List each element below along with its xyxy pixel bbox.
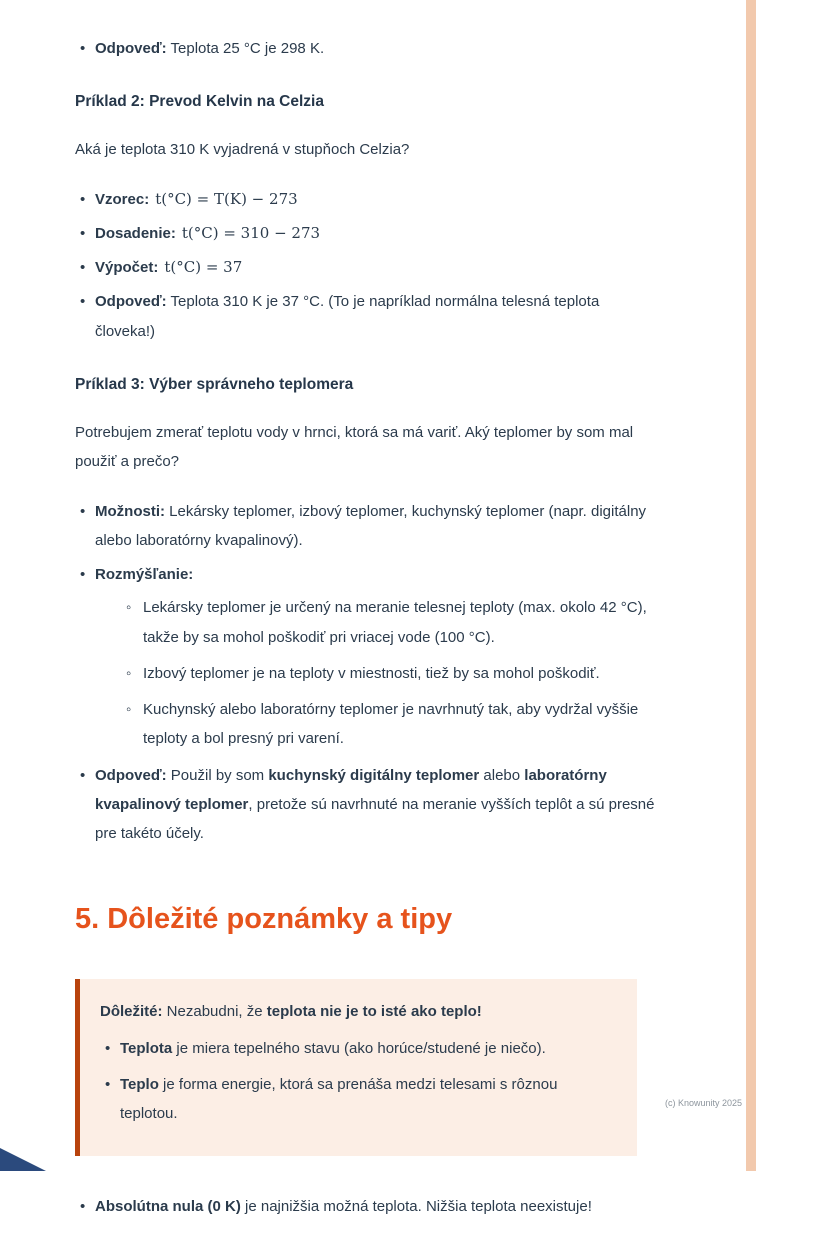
item-text: , pretože sú navrhnuté na meranie vyšších teplôt a sú presné pre takéto účely. — [95, 795, 655, 843]
item-label: Teplota — [120, 1040, 173, 1058]
page-content — [75, 34, 660, 1235]
item-text: Teplota 25 °C je 298 K. — [166, 40, 325, 57]
bold-phrase: kuchynský digitálny teplomer — [268, 766, 480, 784]
example2-question: Aká je teplota 310 K vyjadrená v stupňoch Celzia? — [75, 141, 410, 159]
important-callout — [75, 979, 637, 1156]
moznosti-item — [75, 497, 660, 556]
formula-text: t(°C) = 310 − 273 — [181, 223, 321, 242]
rozmyslanie-sublist — [123, 593, 660, 753]
page-corner-fold — [0, 1148, 46, 1171]
intro-answer-list — [75, 34, 660, 63]
item-label: Odpoveď: — [95, 293, 167, 311]
final-note-list — [75, 1192, 660, 1221]
item-label: Odpoveď: — [95, 40, 167, 57]
sub-list-item: ◦ Kuchynský alebo laboratórny teplomer je navrhnutý tak, aby vydržal vyššie teploty a bol presný pri varení. — [123, 695, 660, 754]
odpoved-item — [75, 287, 660, 346]
item-text: Teplota 310 K je 37 °C. (To je napríklad normálna telesná teplota človeka!) — [95, 293, 600, 340]
callout-text: Nezabudni, že — [162, 1003, 267, 1021]
list-item — [75, 34, 660, 63]
page-edge-stripe — [746, 0, 756, 1171]
item-text: je najnižšia možná teplota. Nižšia teplota neexistuje! — [240, 1198, 592, 1216]
item-label: Výpočet: — [95, 259, 159, 277]
bold-phrase: laboratórny kvapalinový teplomer — [95, 766, 607, 813]
example3-question: Potrebujem zmerať teplotu vody v hrnci, ktorá sa má variť. Aký teplomer by som mal použiť a prečo? — [75, 424, 634, 471]
sub-list-item: ◦ Izbový teplomer je na teploty v miestnosti, tiež by sa mohol poškodiť. — [123, 659, 660, 688]
item-text: alebo — [479, 766, 525, 784]
vypocet-item — [75, 253, 660, 282]
item-label: Rozmýšľanie: — [95, 566, 194, 584]
bold-phrase: teplota nie je to isté ako teplo! — [266, 1003, 482, 1021]
example3-list — [75, 497, 660, 849]
formula-text: t(°C) = 37 — [164, 258, 243, 277]
item-label: Dosadenie: — [95, 224, 176, 242]
item-label: Možnosti: — [95, 502, 165, 520]
example2-heading: Príklad 2: Prevod Kelvin na Celzia — [75, 93, 324, 111]
example3-heading: Príklad 3: Výber správneho teplomera — [75, 375, 354, 393]
absolute-zero-item — [75, 1192, 660, 1221]
item-label: Absolútna nula (0 K) — [95, 1198, 241, 1216]
odpoved-item — [75, 761, 660, 849]
formula-text: t(°C) = T(K) − 273 — [155, 189, 298, 208]
section5-heading: 5. Dôležité poznámky a tipy — [75, 903, 453, 936]
item-label: Teplo — [120, 1075, 159, 1093]
item-label: Vzorec: — [95, 190, 150, 208]
example2-steps-list — [75, 185, 660, 346]
item-text: Použil by som — [166, 766, 269, 784]
callout-label: Dôležité: — [100, 1003, 163, 1021]
list-item — [100, 1070, 613, 1129]
item-text: Lekársky teplomer, izbový teplomer, kuchynský teplomer (napr. digitálny alebo laboratórny kvapalinový). — [95, 502, 647, 549]
vzorec-item — [75, 185, 660, 214]
callout-lead — [100, 997, 613, 1026]
dosadenie-item — [75, 219, 660, 248]
callout-list — [100, 1034, 613, 1128]
copyright-text: (c) Knowunity 2025 — [664, 1098, 742, 1108]
item-text: je forma energie, ktorá sa prenáša medzi telesami s rôznou teplotou. — [120, 1075, 558, 1122]
sub-list-item: ◦ Lekársky teplomer je určený na meranie telesnej teploty (max. okolo 42 °C), takže by sa mohol poškodiť pri vriacej vode (100 °C). — [123, 593, 660, 652]
rozmyslanie-item — [75, 560, 660, 754]
item-label: Odpoveď: — [95, 766, 167, 784]
list-item — [100, 1034, 613, 1063]
item-text: je miera tepelného stavu (ako horúce/studené je niečo). — [172, 1040, 546, 1058]
